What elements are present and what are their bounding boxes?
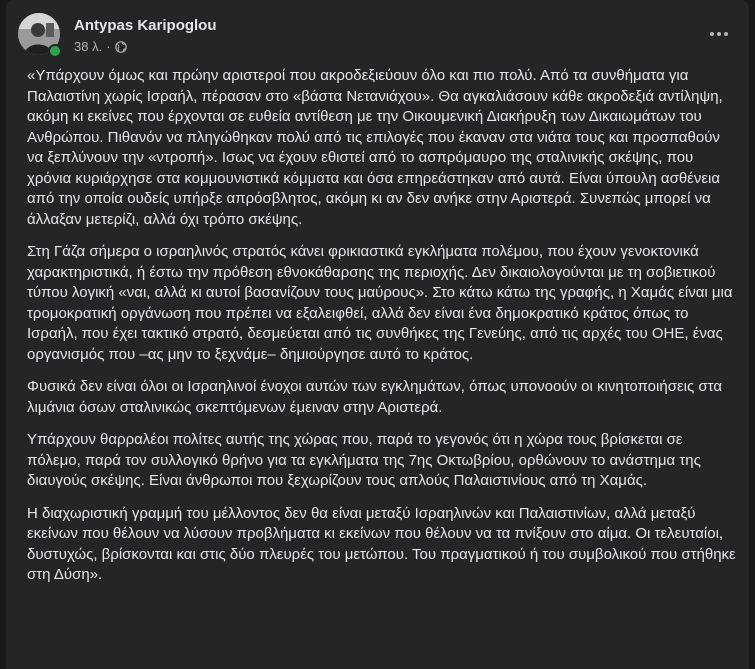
globe-icon[interactable] [115,41,127,53]
post-header [6,0,749,66]
author-name[interactable]: Antypas Karipoglou [74,17,217,34]
post-card [6,0,749,669]
post-paragraph-1: «Υπάρχουν όμως και πρώην αριστεροί που ακροδεξιεύουν όλο και πιο πολύ. Από τα συνθήματα για Παλαιστίνη χωρίς Ισραήλ, πέρασαν στο «βάστα Νετανιάχου». Θα αγκαλιάσουν κάθε ακροδεξιά αντίληψη, ακόμη κι εκείνες που έρχονται σε ευθεία αντίθεση με την Οικουμενική Διακήρυξη των Δικαιωμάτων του Ανθρώπου. Πιθανόν να πληγώθηκαν πολύ από τις επιλογές που έκαναν στα νιάτα τους και προσπαθούν να ξεπλύνουν την «ντροπή». Ισως να έχουν εθιστεί από το ασπρόμαυρο της σταλινικής σκέψης, που χρόνια κυριάρχησε στα κομμουνιστικά κόμματα και όσα επηρεάστηκαν από αυτά. Είναι ύπουλη ασθένεια από την οποία ουδείς υπήρξε απρόσβλητος, ακόμη κι αν δεν ανήκε στην Αριστερά. Συνεπώς μπορεί να άλλαξαν μετερίζι, αλλά όχι τρόπο σκέψης. [27,67,723,228]
post-time[interactable]: 38 λ. [74,39,103,54]
post-body [27,66,739,598]
more-options-icon[interactable] [701,16,737,52]
post-paragraph-4: Υπάρχουν θαρραλέοι πολίτες αυτής της χώρας που, παρά το γεγονός ότι η χώρα τους βρίσκεται σε πόλεμο, παρά τον συλλογικό θρήνο για τα εγκλήματα της 7ης Οκτωβρίου, ορθώνουν το ανάστημα της διαυγούς σκέψης. Είναι άνθρωποι που ξεχωρίζουν τους απλούς Παλαιστινίους από τη Χαμάς. [27,431,701,489]
post-paragraph-5: Η διαχωριστική γραμμή του μέλλοντος δεν θα είναι μεταξύ Ισραηλινών και Παλαιστινίων, αλλά μεταξύ εκείνων που θέλουν να λύσουν προβλήματα κι εκείνων που θέλουν να τα πνίξουν στο αίμα. Οι τελευταίοι, δυστυχώς, βρίσκονται και στις δύο πλευρές του μετώπου. Του πραγματικού ή του συμβολικού που στήθηκε στη Δύση». [27,504,736,583]
post-meta [74,39,127,54]
post-paragraph-2: Στη Γάζα σήμερα ο ισραηλινός στρατός κάνει φρικιαστικά εγκλήματα πολέμου, που έχουν γενοκτονικά χαρακτηριστικά, ή έστω την πρόθεση εθνοκάθαρσης της περιοχής. Δεν δικαιολογούνται με τη σοβιετικού τύπου λογική «ναι, αλλά κι αυτοί βασανίζουν τους μαύρους». Στο κάτω κάτω της γραφής, η Χαμάς είναι μια τρομοκρατική οργάνωση που πρέπει να εξαλειφθεί, αλλά δεν είναι ένα δημοκρατικό κράτος όπως το Ισραήλ, που έχει τακτικό στρατό, δεσμεύεται από τις συνθήκες της Γενεύης, από τις αρχές του ΟΗΕ, ένας οργανισμός που –ας μην το ξεχνάμε– δημιούργησε αυτό το κράτος. [27,243,733,363]
meta-separator: · [106,39,111,54]
post-paragraph-3: Φυσικά δεν είναι όλοι οι Ισραηλινοί ένοχοι αυτών των εγκλημάτων, όπως υπονοούν οι κινητοποιήσεις στα λιμάνια όσων σταλινικώς σκεπτόμενων έμειναν στην Αριστερά. [27,378,723,416]
online-status-dot [48,44,62,58]
